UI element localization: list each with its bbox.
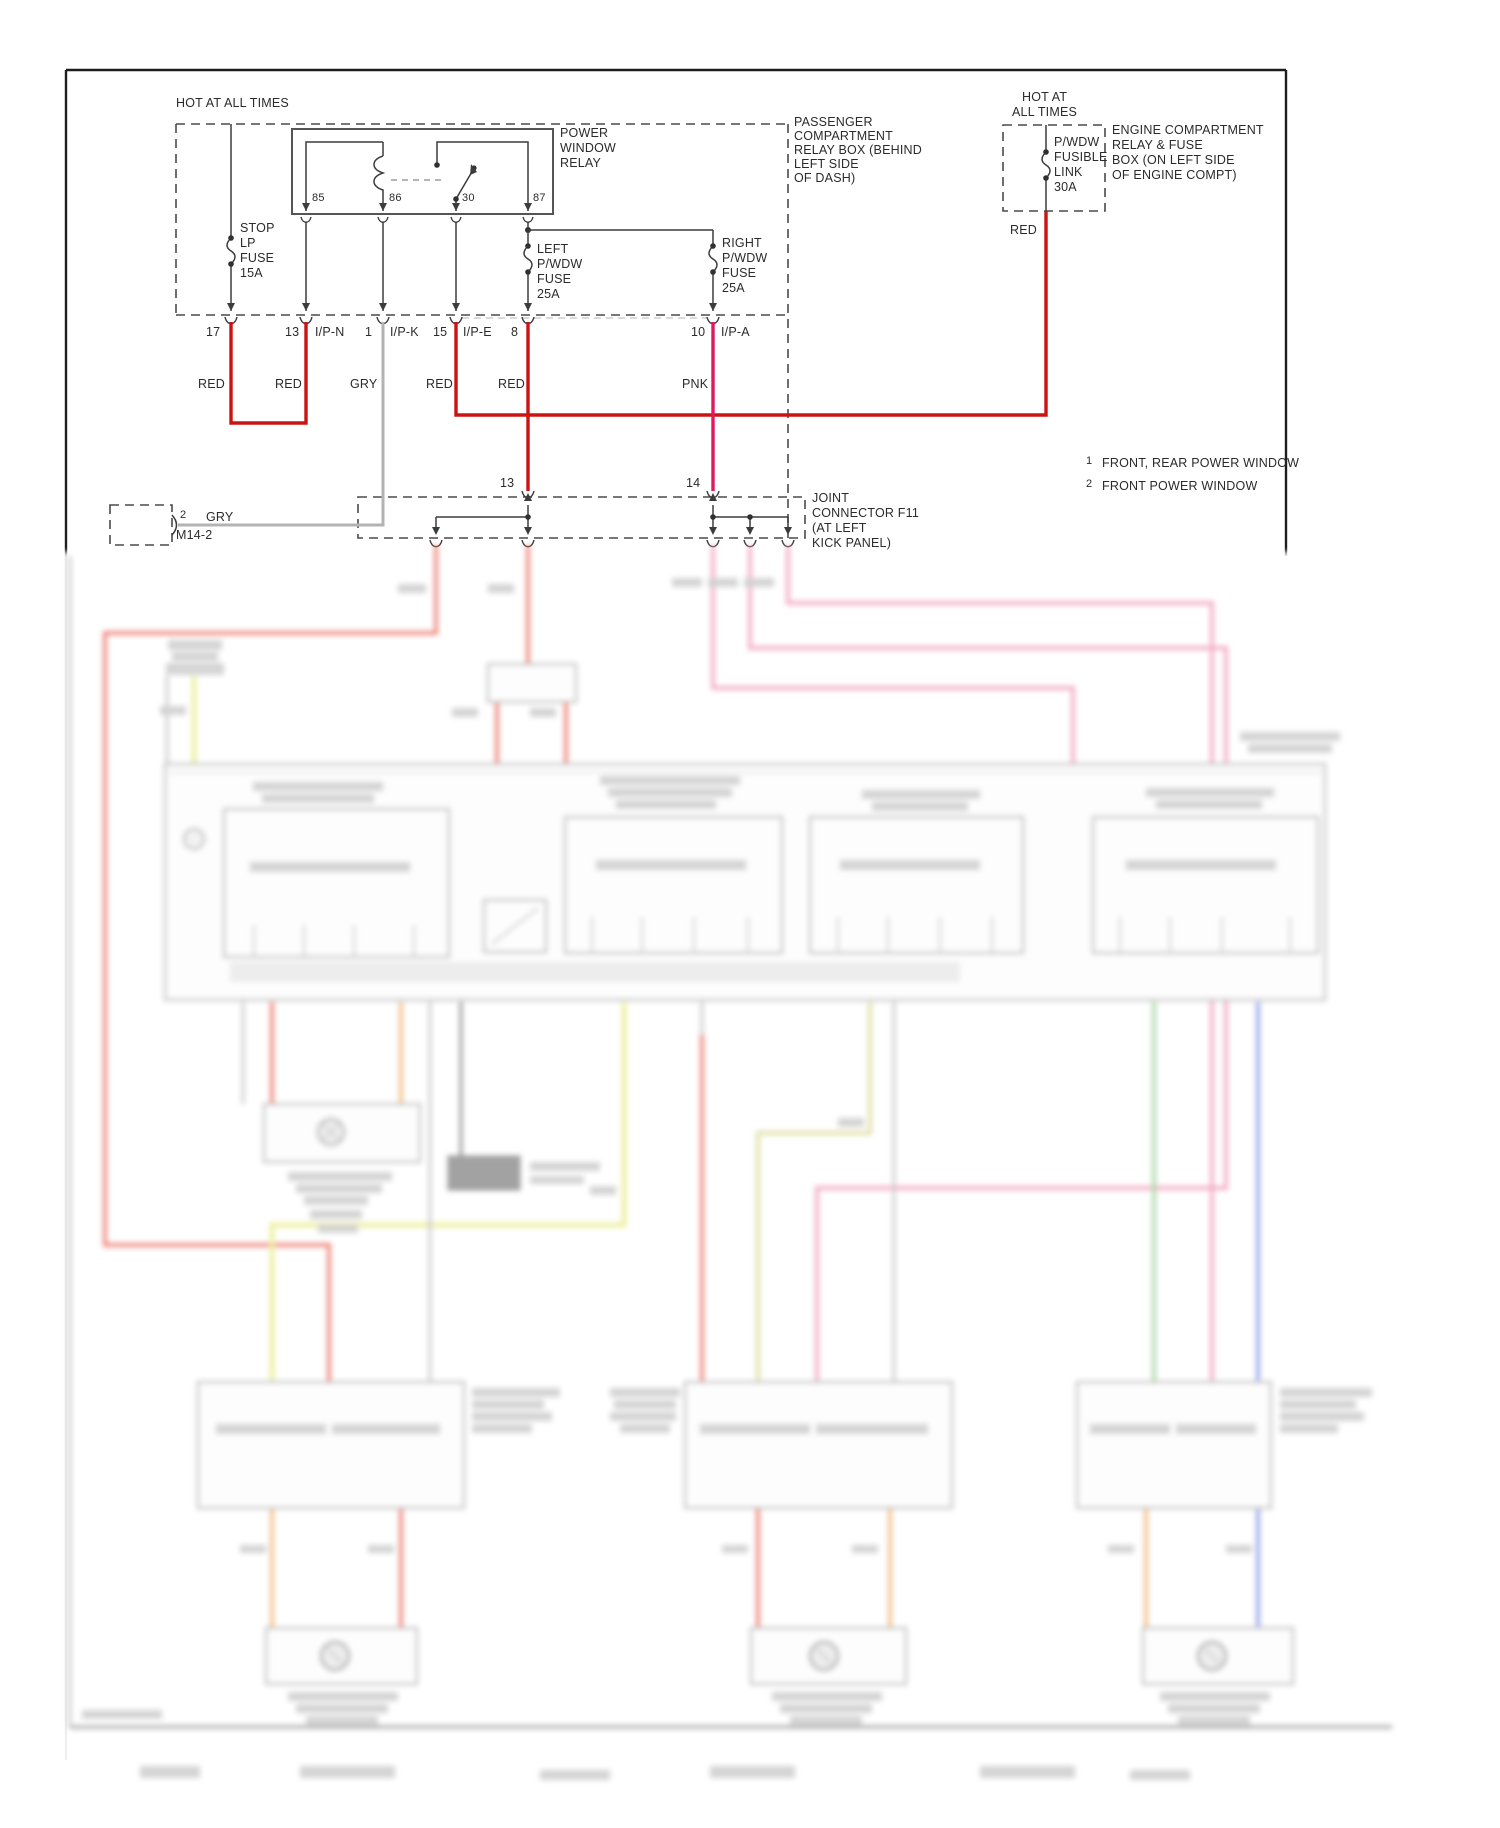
hot-at-all-times-label: HOT AT ALL TIMES — [176, 96, 289, 110]
ip-connector-label: I/P-N — [315, 325, 345, 339]
hot-at-label: HOT AT — [1022, 90, 1068, 104]
fusible-link-label: FUSIBLE — [1054, 150, 1108, 164]
fusible-link-label: P/WDW — [1054, 135, 1100, 149]
right-fuse-label: 25A — [722, 281, 745, 295]
blur-connector-box — [488, 664, 576, 702]
relay-name-label: POWER — [560, 126, 609, 140]
joint-connector-label: KICK PANEL) — [812, 536, 892, 550]
pin-number: 1 — [365, 325, 373, 339]
wire-color-label: RED — [198, 377, 225, 391]
stop-fuse-label: LP — [240, 236, 256, 250]
blur-ground-block — [448, 1156, 520, 1190]
stop-fuse-label: STOP — [240, 221, 275, 235]
legend-item-text: FRONT POWER WINDOW — [1102, 479, 1258, 493]
wire-color-label: PNK — [682, 377, 709, 391]
m14-pin-number: 2 — [180, 509, 187, 521]
m14-connector-name: M14-2 — [176, 528, 213, 542]
left-fuse-label: LEFT — [537, 242, 569, 256]
relay-pin-label: 30 — [462, 192, 475, 204]
legend-item-number: 2 — [1086, 478, 1093, 490]
fusible-link-label: 30A — [1054, 180, 1077, 194]
ip-connector-label: I/P-A — [721, 325, 750, 339]
relay-pin-label: 85 — [312, 192, 325, 204]
wire-color-label: RED — [275, 377, 302, 391]
pin-number: 13 — [285, 325, 300, 339]
passenger-box-label: COMPARTMENT — [794, 129, 893, 143]
right-fuse-label: RIGHT — [722, 236, 762, 250]
all-times-label: ALL TIMES — [1012, 105, 1078, 119]
joint-connector-label: JOINT — [812, 491, 850, 505]
wire-color-label: RED — [498, 377, 525, 391]
relay-name-label: RELAY — [560, 156, 602, 170]
right-fuse-label: FUSE — [722, 266, 757, 280]
left-fuse-label: P/WDW — [537, 257, 583, 271]
ip-connector-label: I/P-K — [390, 325, 419, 339]
engine-box-label: OF ENGINE COMPT) — [1112, 168, 1237, 182]
engine-box-label: RELAY & FUSE — [1112, 138, 1203, 152]
blur-driver-motor — [264, 1104, 420, 1162]
relay-pin-label: 87 — [533, 192, 546, 204]
legend-item-number: 1 — [1086, 455, 1093, 467]
blur-connector-stack — [166, 640, 224, 675]
engine-box-label: BOX (ON LEFT SIDE — [1112, 153, 1235, 167]
blur-switch-boxes — [198, 1382, 1271, 1508]
pin-number: 15 — [433, 325, 448, 339]
legend-item-text: FRONT, REAR POWER WINDOW — [1102, 456, 1300, 470]
relay-pin-label: 86 — [389, 192, 402, 204]
left-fuse-label: 25A — [537, 287, 560, 301]
pin-number: 17 — [206, 325, 221, 339]
passenger-box-label: RELAY BOX (BEHIND — [794, 143, 922, 157]
right-fuse-label: P/WDW — [722, 251, 768, 265]
joint-connector-label: CONNECTOR F11 — [812, 506, 920, 520]
engine-box-label: ENGINE COMPARTMENT — [1112, 123, 1264, 137]
joint-connector-label: (AT LEFT — [812, 521, 867, 535]
m14-wire-color: GRY — [206, 510, 234, 524]
joint-connector-pin-number: 13 — [500, 476, 515, 490]
pin-number: 8 — [511, 325, 519, 339]
fusible-link-label: LINK — [1054, 165, 1083, 179]
engine-wire-color-label: RED — [1010, 223, 1037, 237]
pin-number: 10 — [691, 325, 706, 339]
passenger-box-label: OF DASH) — [794, 171, 856, 185]
relay-name-label: WINDOW — [560, 141, 617, 155]
stop-fuse-label: 15A — [240, 266, 263, 280]
passenger-box-label: LEFT SIDE — [794, 157, 859, 171]
passenger-box-label: PASSENGER — [794, 115, 873, 129]
left-fuse-label: FUSE — [537, 272, 572, 286]
wire-color-label: GRY — [350, 377, 378, 391]
ip-connector-label: I/P-E — [463, 325, 492, 339]
stop-fuse-label: FUSE — [240, 251, 275, 265]
wire-color-label: RED — [426, 377, 453, 391]
joint-connector-pin-number: 14 — [686, 476, 701, 490]
